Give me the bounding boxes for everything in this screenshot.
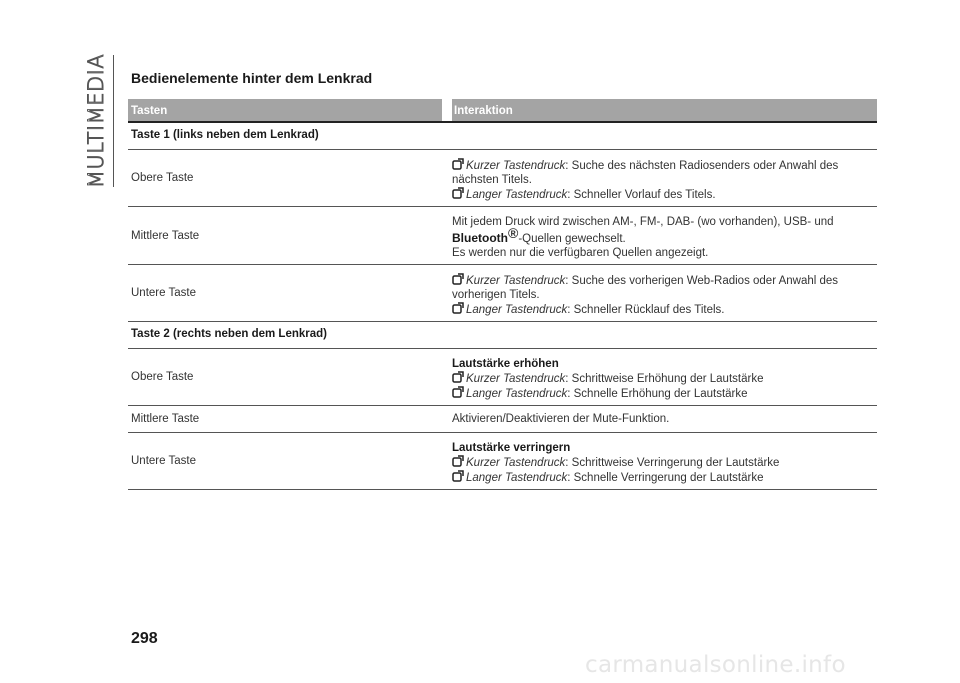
row-value: Kurzer Tastendruck: Suche des nächsten Radiosenders oder Anwahl des nächsten Titels. Langer Tastendruck: Schneller Vorlauf des Titels. bbox=[452, 160, 839, 201]
row-value: Aktivieren/Deaktivieren der Mute-Funktion. bbox=[452, 413, 670, 425]
bullet-icon bbox=[452, 371, 464, 383]
row-value: Lautstärke erhöhen Kurzer Tastendruck: Schrittweise Erhöhung der Lautstärke Langer Tastendruck: Schnelle Erhöhung der Lautstärke bbox=[452, 358, 764, 400]
table-row bbox=[128, 349, 877, 406]
bullet-icon bbox=[452, 455, 464, 467]
row-value: Mit jedem Druck wird zwischen AM-, FM-, DAB- (wo vorhanden), USB- und Bluetooth®-Quellen gewechselt. Es werden nur die verfügbaren Quellen angezeigt. bbox=[452, 216, 834, 259]
bullet-icon bbox=[452, 158, 464, 170]
row-value: Lautstärke verringern Kurzer Tastendruck: Schrittweise Verringerung der Lautstärke Langer Tastendruck: Schnelle Verringerung der Lautstärke bbox=[452, 442, 780, 484]
header-tasten: Tasten bbox=[128, 99, 442, 121]
controls-table bbox=[128, 99, 877, 490]
bullet-icon bbox=[452, 302, 464, 314]
row-key: Mittlere Taste bbox=[131, 229, 200, 242]
watermark: carmanualsonline.info bbox=[585, 652, 846, 678]
section-title: Taste 1 (links neben dem Lenkrad) bbox=[128, 123, 877, 150]
chapter-side-rule bbox=[113, 55, 114, 187]
page-number: 298 bbox=[131, 630, 158, 647]
page-title: Bedienelemente hinter dem Lenkrad bbox=[131, 70, 373, 86]
row-key: Untere Taste bbox=[131, 287, 196, 299]
chapter-side-label: MULTIMEDIA bbox=[84, 53, 108, 189]
row-key: Obere Taste bbox=[131, 371, 194, 383]
header-interaktion: Interaktion bbox=[452, 99, 877, 121]
table-row bbox=[128, 265, 877, 322]
row-key: Obere Taste bbox=[131, 172, 194, 184]
table-row bbox=[128, 406, 877, 433]
bullet-icon bbox=[452, 386, 464, 398]
table-row bbox=[128, 207, 877, 265]
row-key: Mittlere Taste bbox=[131, 413, 200, 425]
table-header bbox=[128, 99, 877, 123]
bullet-icon bbox=[452, 273, 464, 285]
row-value: Kurzer Tastendruck: Suche des vorherigen Web-Radios oder Anwahl des vorherigen Titels. Langer Tastendruck: Schneller Rücklauf des Titels. bbox=[452, 275, 839, 316]
bullet-icon bbox=[452, 187, 464, 199]
row-key: Untere Taste bbox=[131, 455, 196, 467]
section-title: Taste 2 (rechts neben dem Lenkrad) bbox=[128, 322, 877, 349]
bullet-icon bbox=[452, 470, 464, 482]
table-row bbox=[128, 150, 877, 207]
table-row bbox=[128, 433, 877, 490]
